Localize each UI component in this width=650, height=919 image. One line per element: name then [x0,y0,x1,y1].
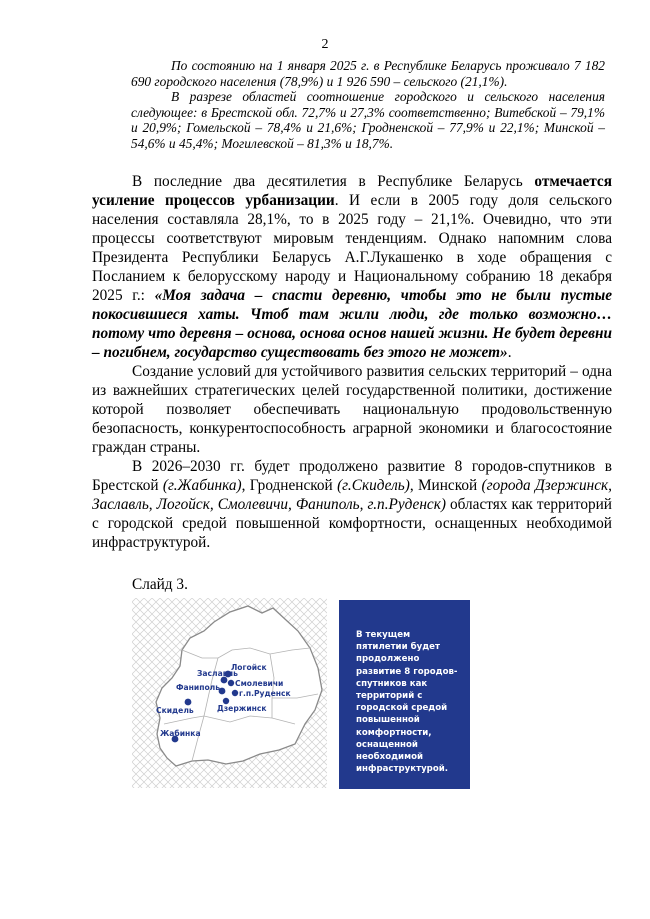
text-run: , Минской [409,477,482,494]
note-paragraph-1: По состоянию на 1 января 2025 г. в Республике Беларусь проживало 7 182 690 городского населения (78,9%) и 1 926 590 – сельского (21,1%). [131,58,605,89]
main-text [92,172,612,552]
text-run: . И если в 2005 году доля сельского населения составляла 28,1%, то в 2025 году – 21,1%. Очевидно, что эти процессы соответствуют мировым тенденциям. Однако напомним слова Президента Республики Беларусь А.Г.Лукашенко в ходе обращения с Посланием к белорусскому народу и Национальному собранию 18 декабря 2025 г.: [92,192,612,304]
paragraph-satellite-cities [92,457,612,552]
city-label-rudensk: г.п.Руденск [239,689,291,698]
bold-text: отмечается усиление процессов урбанизации [92,173,612,209]
italic-text: (города Дзержинск, Заславль, Логойск, Смолевичи, Фаниполь, г.п.Руденск) [92,477,613,513]
city-label-dzerzhinsk: Дзержинск [217,704,267,713]
page-number: 2 [321,37,329,52]
paragraph-rural-development: Создание условий для устойчивого развития сельских территорий – одна из важнейших стратегических целей государственной политики, достижение которой позволяет обеспечивать национальную продовольственную безопасность, конкурентоспособность аграрной экономики и благосостояние граждан страны. [92,363,612,456]
city-label-skidel: Скидель [156,706,194,715]
text-run: , Гродненской [241,477,338,494]
city-label-smolevichi: Смолевичи [235,679,284,688]
president-quote: «Моя задача – спасти деревню, чтобы это не были пустые покосившиеся хаты. Чтоб там жили люди, где только возможно… потому что деревня – основа, основа основ нашей жизни. Не будет деревни – погибнем, государство существовать без этого не может» [92,287,612,361]
italic-text: (г.Скидель) [337,477,410,494]
belarus-map [132,598,327,788]
note-paragraph-2: В разрезе областей соотношение городского и сельского населения следующее: в Брестской обл. 72,7% и 27,3% соответственно; Витебской – 79,1% и 20,9%; Гомельской – 78,4% и 21,6%; Гродненской – 77,9% и 22,1%; Минской – 54,6% и 45,4%; Могилевской – 81,3% и 18,7%. [131,89,605,151]
slide-info-box: В текущем пятилетии будет продолжено развитие 8 городов-спутников как территорий с городской средой повышенной комфортности, оснащенной необходимой инфраструктурой. [339,600,470,789]
text-run: . [507,344,512,361]
population-note [131,58,605,151]
text-run: В последние два десятилетия в Республике Беларусь [132,173,535,190]
city-label-fanipol: Фаниполь [176,683,221,692]
paragraph-urbanization [92,172,612,362]
city-label-zaslavl: Заславль [197,669,238,678]
city-label-zhabinka: Жабинка [160,729,201,738]
slide-label: Слайд 3. [132,576,188,593]
text-run: В 2026–2030 гг. будет продолжено развитие 8 городов-спутников в Брестской [92,458,612,494]
text-run: областях как территорий с городской средой повышенной комфортности, оснащенных необходимой инфраструктурой. [92,496,612,551]
italic-text: (г.Жабинка) [162,477,242,494]
city-label-logoysk: Логойск [231,663,267,672]
